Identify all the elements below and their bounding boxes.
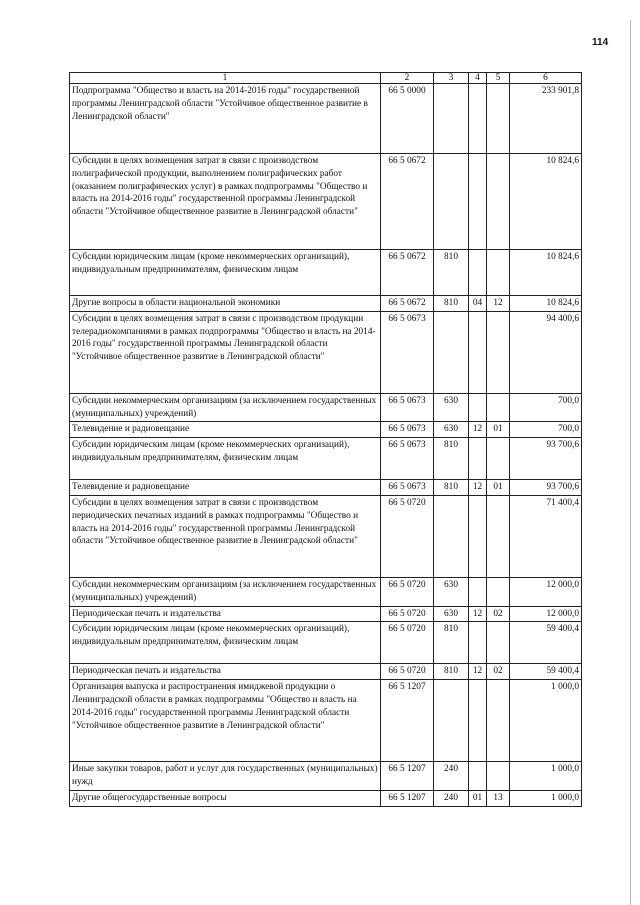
- target-code-cell: 66 5 0672: [381, 296, 434, 312]
- section-cell: [469, 680, 487, 762]
- column-header: 2: [381, 73, 434, 84]
- row-name-cell: Подпрограмма "Общество и власть на 2014-2016 годы" государственной программы Ленинградской области "Устойчивое общественное развитие в Ленинградской области": [70, 84, 381, 154]
- row-name-cell: Субсидии некоммерческим организациям (за исключением государственных (муниципальных) учреждений): [70, 577, 381, 606]
- subsection-cell: [487, 495, 510, 577]
- row-name-cell: Организация выпуска и распространения имиджевой продукции о Ленинградской области в рамках подпрограммы "Общество и власть на 2014-2016 годы" государственной программы Ленинградской области "Устойчивое общественное развитие в Ленинградской области": [70, 680, 381, 762]
- subsection-cell: [487, 250, 510, 296]
- target-code-cell: 66 5 0720: [381, 495, 434, 577]
- section-cell: [469, 393, 487, 422]
- amount-cell: 10 824,6: [510, 250, 582, 296]
- expense-type-cell: [434, 495, 469, 577]
- expense-type-cell: 810: [434, 622, 469, 664]
- table-row: [70, 577, 582, 606]
- section-cell: [469, 250, 487, 296]
- target-code-cell: 66 5 0673: [381, 311, 434, 393]
- expense-type-cell: 810: [434, 296, 469, 312]
- row-name-cell: Другие общегосударственные вопросы: [70, 790, 381, 806]
- row-name-cell: Субсидии юридическим лицам (кроме некоммерческих организаций), индивидуальным предпринимателям, физическим лицам: [70, 438, 381, 480]
- subsection-cell: 01: [487, 480, 510, 496]
- column-header: 6: [510, 73, 582, 84]
- column-header: 1: [70, 73, 381, 84]
- expense-type-cell: [434, 680, 469, 762]
- subsection-cell: [487, 311, 510, 393]
- section-cell: [469, 154, 487, 250]
- subsection-cell: [487, 762, 510, 791]
- amount-cell: 1 000,0: [510, 680, 582, 762]
- expense-type-cell: 240: [434, 790, 469, 806]
- section-cell: [469, 622, 487, 664]
- target-code-cell: 66 5 1207: [381, 680, 434, 762]
- column-header: 3: [434, 73, 469, 84]
- table-row: [70, 438, 582, 480]
- expense-type-cell: 630: [434, 422, 469, 438]
- column-header: 5: [487, 73, 510, 84]
- subsection-cell: [487, 577, 510, 606]
- table-row: [70, 762, 582, 791]
- table-row: [70, 622, 582, 664]
- target-code-cell: 66 5 0720: [381, 577, 434, 606]
- scan-edge-line: [630, 20, 631, 905]
- table-row: [70, 154, 582, 250]
- table-row: [70, 422, 582, 438]
- expense-type-cell: 810: [434, 664, 469, 680]
- table-row: [70, 296, 582, 312]
- subsection-cell: [487, 393, 510, 422]
- section-cell: 12: [469, 480, 487, 496]
- row-name-cell: Субсидии в целях возмещения затрат в связи с производством продукции телерадиокомпаниями в рамках подпрограммы "Общество и власть на 2014-2016 годы" государственной программы Ленинградской области "Устойчивое общественное развитие в Ленинградской области": [70, 311, 381, 393]
- table-row: [70, 680, 582, 762]
- table-row: [70, 480, 582, 496]
- target-code-cell: 66 5 0720: [381, 664, 434, 680]
- target-code-cell: 66 5 1207: [381, 790, 434, 806]
- amount-cell: 93 700,6: [510, 438, 582, 480]
- target-code-cell: 66 5 1207: [381, 762, 434, 791]
- expense-type-cell: 810: [434, 480, 469, 496]
- target-code-cell: 66 5 0673: [381, 438, 434, 480]
- amount-cell: 10 824,6: [510, 154, 582, 250]
- row-name-cell: Телевидение и радиовещание: [70, 480, 381, 496]
- row-name-cell: Субсидии юридическим лицам (кроме некоммерческих организаций), индивидуальным предпринимателям, физическим лицам: [70, 250, 381, 296]
- table-row: [70, 606, 582, 622]
- expense-type-cell: 630: [434, 606, 469, 622]
- row-name-cell: Субсидии некоммерческим организациям (за исключением государственных (муниципальных) учреждений): [70, 393, 381, 422]
- section-cell: [469, 311, 487, 393]
- row-name-cell: Периодическая печать и издательства: [70, 664, 381, 680]
- target-code-cell: 66 5 0672: [381, 250, 434, 296]
- row-name-cell: Субсидии юридическим лицам (кроме некоммерческих организаций), индивидуальным предпринимателям, физическим лицам: [70, 622, 381, 664]
- amount-cell: 1 000,0: [510, 790, 582, 806]
- column-number-row: [70, 73, 582, 84]
- subsection-cell: 13: [487, 790, 510, 806]
- section-cell: [469, 438, 487, 480]
- amount-cell: 59 400,4: [510, 622, 582, 664]
- amount-cell: 12 000,0: [510, 606, 582, 622]
- subsection-cell: 01: [487, 422, 510, 438]
- row-name-cell: Субсидии в целях возмещения затрат в связи с производством полиграфической продукции, выполнением полиграфических работ (оказанием полиграфических услуг) в рамках подпрограммы "Общество и власть на 2014-2016 годы" государственной программы Ленинградской области "Устойчивое общественное развитие в Ленинградской области": [70, 154, 381, 250]
- table-row: [70, 84, 582, 154]
- subsection-cell: 02: [487, 664, 510, 680]
- section-cell: 01: [469, 790, 487, 806]
- table-row: [70, 393, 582, 422]
- table-row: [70, 250, 582, 296]
- target-code-cell: 66 5 0720: [381, 622, 434, 664]
- subsection-cell: 02: [487, 606, 510, 622]
- amount-cell: 1 000,0: [510, 762, 582, 791]
- section-cell: [469, 762, 487, 791]
- row-name-cell: Субсидии в целях возмещения затрат в связи с производством периодических печатных изданий в рамках подпрограммы "Общество и власть на 2014-2016 годы" государственной программы Ленинградской области "Устойчивое общественное развитие в Ленинградской области": [70, 495, 381, 577]
- expense-type-cell: [434, 311, 469, 393]
- section-cell: 04: [469, 296, 487, 312]
- expense-type-cell: 810: [434, 250, 469, 296]
- expense-type-cell: 810: [434, 438, 469, 480]
- table-row: [70, 495, 582, 577]
- target-code-cell: 66 5 0673: [381, 422, 434, 438]
- expense-type-cell: [434, 84, 469, 154]
- row-name-cell: Другие вопросы в области национальной экономики: [70, 296, 381, 312]
- budget-table: [69, 72, 582, 807]
- target-code-cell: 66 5 0720: [381, 606, 434, 622]
- target-code-cell: 66 5 0672: [381, 154, 434, 250]
- section-cell: 12: [469, 422, 487, 438]
- target-code-cell: 66 5 0673: [381, 480, 434, 496]
- target-code-cell: 66 5 0673: [381, 393, 434, 422]
- expense-type-cell: 630: [434, 577, 469, 606]
- expense-type-cell: [434, 154, 469, 250]
- subsection-cell: [487, 84, 510, 154]
- subsection-cell: [487, 680, 510, 762]
- row-name-cell: Периодическая печать и издательства: [70, 606, 381, 622]
- row-name-cell: Иные закупки товаров, работ и услуг для государственных (муниципальных) нужд: [70, 762, 381, 791]
- section-cell: 12: [469, 606, 487, 622]
- subsection-cell: [487, 622, 510, 664]
- section-cell: 12: [469, 664, 487, 680]
- amount-cell: 10 824,6: [510, 296, 582, 312]
- subsection-cell: [487, 438, 510, 480]
- amount-cell: 71 400,4: [510, 495, 582, 577]
- amount-cell: 700,0: [510, 422, 582, 438]
- amount-cell: 94 400,6: [510, 311, 582, 393]
- table-row: [70, 664, 582, 680]
- amount-cell: 59 400,4: [510, 664, 582, 680]
- table-row: [70, 790, 582, 806]
- expense-type-cell: 630: [434, 393, 469, 422]
- amount-cell: 12 000,0: [510, 577, 582, 606]
- section-cell: [469, 495, 487, 577]
- amount-cell: 700,0: [510, 393, 582, 422]
- amount-cell: 233 901,8: [510, 84, 582, 154]
- target-code-cell: 66 5 0000: [381, 84, 434, 154]
- subsection-cell: 12: [487, 296, 510, 312]
- table-row: [70, 311, 582, 393]
- amount-cell: 93 700,6: [510, 480, 582, 496]
- expense-type-cell: 240: [434, 762, 469, 791]
- section-cell: [469, 84, 487, 154]
- section-cell: [469, 577, 487, 606]
- page-number: 114: [592, 37, 609, 48]
- subsection-cell: [487, 154, 510, 250]
- column-header: 4: [469, 73, 487, 84]
- row-name-cell: Телевидение и радиовещание: [70, 422, 381, 438]
